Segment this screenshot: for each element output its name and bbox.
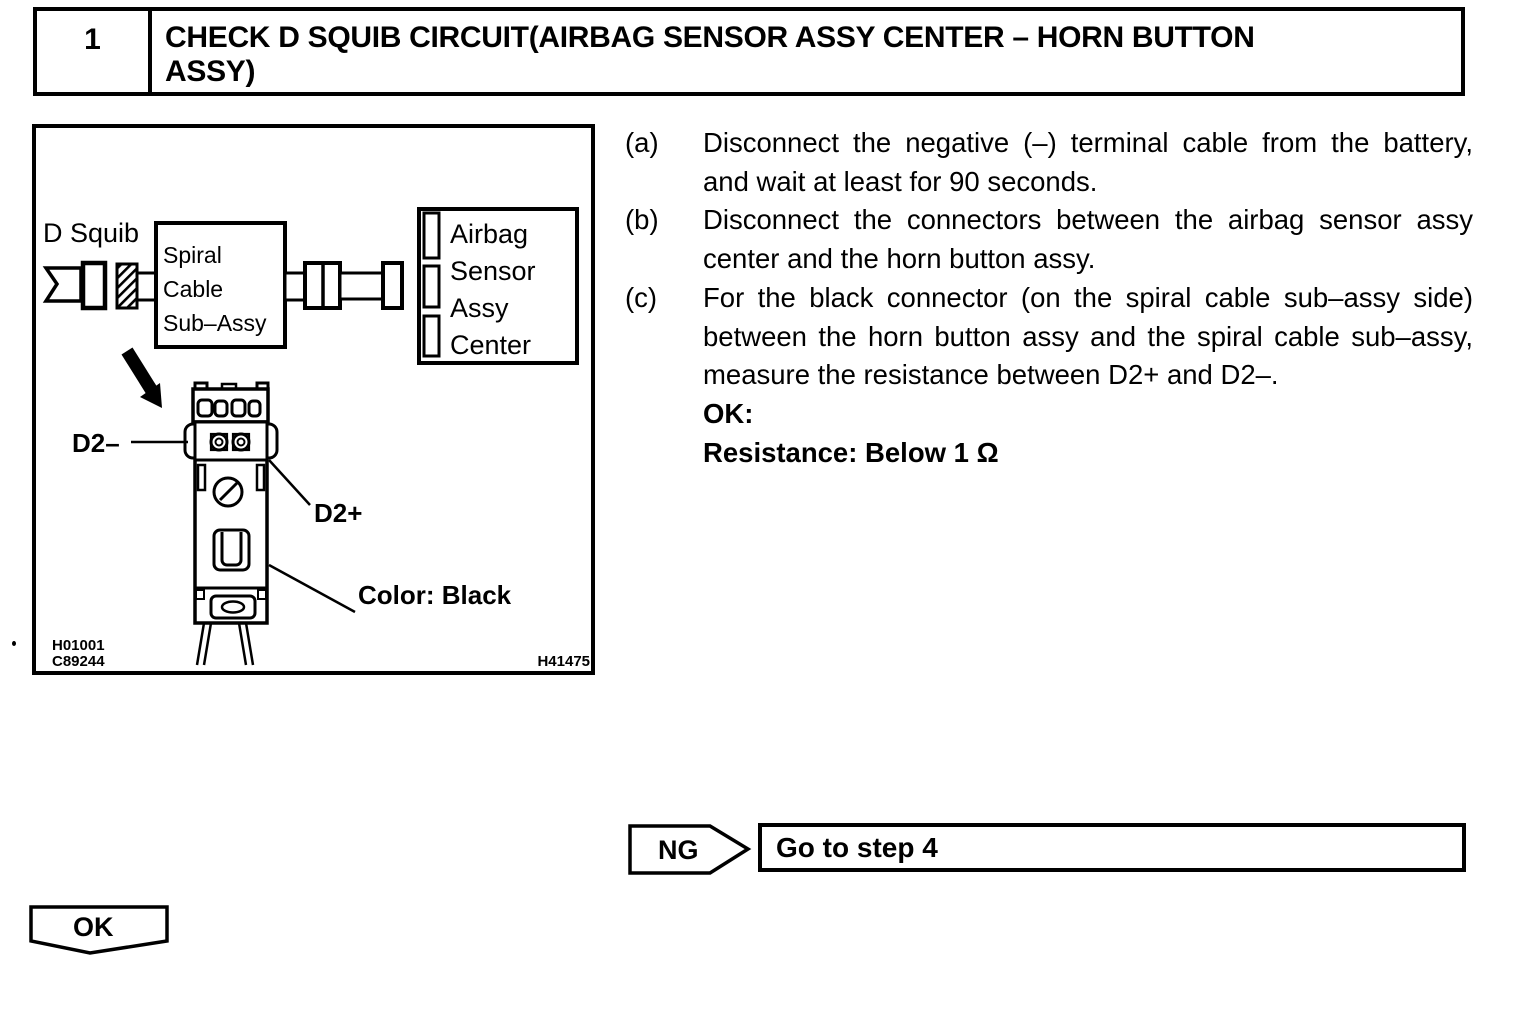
step-c-text: For the black connector (on the spiral cable sub–assy side) between the horn button assy and the spiral cable sub–assy, measure the resistance between D2+ and D2–. [703,281,1473,391]
step-c-label: (c) [625,281,658,313]
airbag-box-line2: Sensor [450,256,536,286]
procedure-text [625,124,1473,472]
ok-heading: OK: [703,397,754,429]
figure-illustration [32,124,595,675]
procedure-step-a [625,124,1473,201]
hatched-coupler-icon [117,264,137,308]
d2-plus-leader-line [269,460,310,505]
step-a-text: Disconnect the negative (–) terminal cable from the battery, and wait at least for 90 seconds. [703,127,1473,197]
wire-segment-mid1 [285,273,305,300]
connector-detail-drawing [185,383,277,665]
color-leader-line [269,565,355,612]
d2-plus-label: D2+ [314,498,363,528]
airbag-box-line1: Airbag [450,219,529,249]
figure-canvas [32,124,595,675]
step-number: 1 [37,11,152,92]
figure-code-3: H41475 [537,653,590,670]
step-title-line2: ASSY) [165,55,256,88]
airbag-box-line3: Assy [450,293,509,323]
airbag-port-1 [424,213,439,258]
terminal-end-icon [383,263,402,308]
step-header [33,7,1465,96]
ok-label: OK [73,912,114,942]
ng-action-box [758,823,1466,872]
airbag-port-3 [424,316,439,356]
step-b-text: Disconnect the connectors between the airbag sensor assy center and the horn button assy. [703,204,1473,275]
wire-segment-mid2 [340,273,383,299]
procedure-step-b [625,201,1473,278]
scan-artifact-dot [12,641,16,646]
procedure-step-c [625,279,1473,395]
airbag-box-line4: Center [450,330,532,360]
d-squib-plug-icon [46,268,81,301]
pointer-arrow-shaft [127,351,152,391]
step-title [152,11,1461,92]
airbag-port-2 [424,266,439,307]
d-squib-connector-icon [83,263,105,308]
spiral-box-line2: Cable [163,276,224,302]
d2-minus-label: D2– [72,428,120,458]
wire-segment-left [137,273,156,300]
figure-code-2: C89244 [52,653,105,670]
step-title-line1: CHECK D SQUIB CIRCUIT(AIRBAG SENSOR ASSY CENTER – HORN BUTTON [165,21,1255,54]
ok-resistance-spec: Resistance: Below 1 Ω [703,436,999,468]
spiral-box-line1: Spiral [163,242,222,268]
ng-action-text: Go to step 4 [776,831,938,863]
ng-result-tag [628,823,752,881]
color-black-label: Color: Black [358,580,512,610]
step-a-label: (a) [625,127,659,158]
ng-label: NG [658,835,699,865]
spiral-box-line3: Sub–Assy [163,310,267,336]
step-b-label: (b) [625,204,659,236]
d-squib-label: D Squib [43,218,140,248]
ok-result-tag [29,905,171,962]
figure-code-1: H01001 [52,637,105,654]
